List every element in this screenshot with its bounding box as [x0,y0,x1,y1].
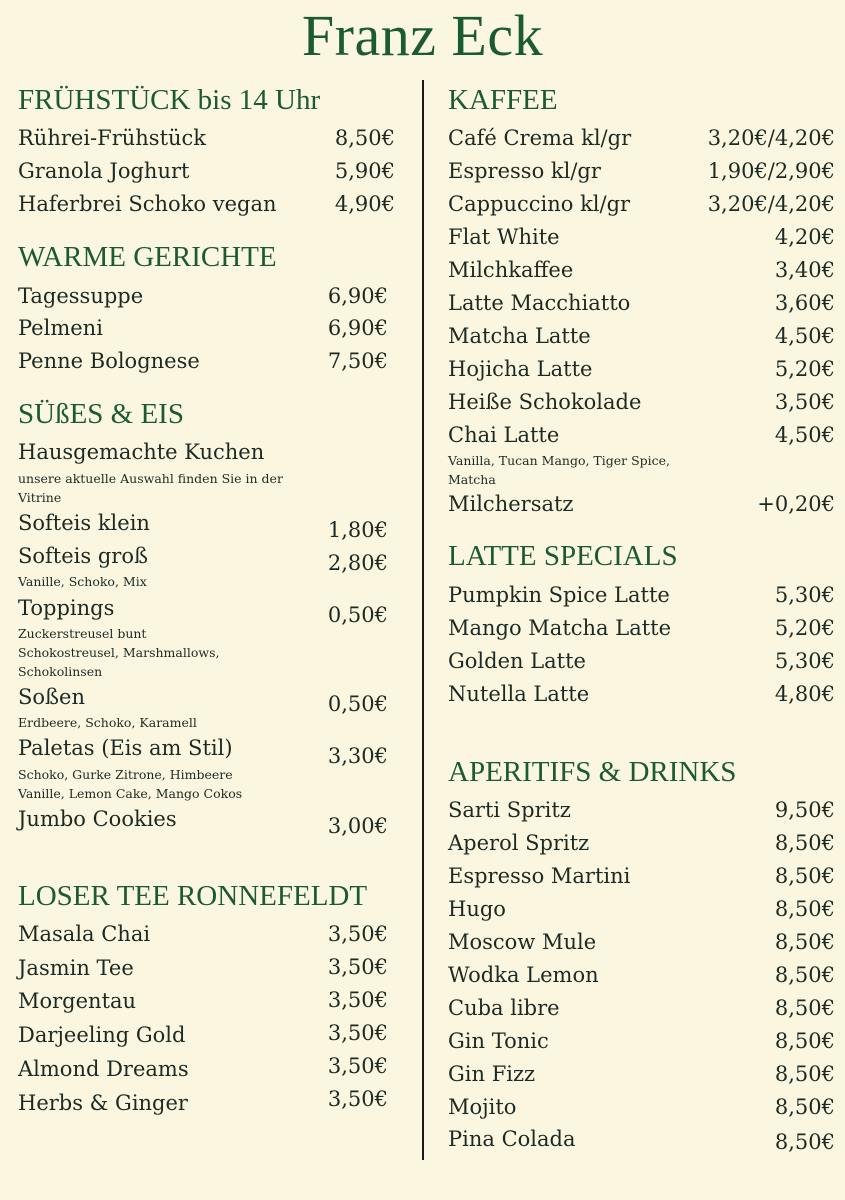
menu-item-price: 8,50€ [774,864,835,888]
menu-item-name: Aperol Spritz [448,831,590,855]
menu-item-name: Espresso kl/gr [448,159,601,183]
menu-item-price: 2,80€ [327,551,388,575]
menu-item-name: Hugo [448,897,506,921]
menu-item-name: Café Crema kl/gr [448,126,632,150]
heading-loser-tee: LOSER TEE RONNEFELDT [18,880,368,912]
menu-item-price: 7,50€ [327,349,388,373]
menu-item-price: 4,90€ [334,192,395,216]
menu-item-price: 9,50€ [774,798,835,822]
heading-warme-gerichte: WARME GERICHTE [18,241,277,273]
menu-item-price: 4,80€ [774,682,835,706]
menu-item-price: 3,00€ [327,814,388,838]
menu-item-name: Morgentau [18,989,137,1013]
heading-fruehstueck: FRÜHSTÜCK bis 14 Uhr [18,84,321,116]
menu-item-price: 5,20€ [774,357,835,381]
menu-item-name: Softeis klein [18,511,150,535]
menu-item-price: 6,90€ [327,284,388,308]
menu-item-price: 3,50€ [327,988,388,1012]
menu-item-price: 4,20€ [774,225,835,249]
menu-title: Franz Eck [301,3,544,68]
menu-item-note: unsere aktuelle Auswahl finden Sie in der Vitrine [18,471,283,505]
menu-item-name: Penne Bolognese [18,349,200,373]
menu-item-name: Milchkaffee [448,258,574,282]
menu-item-name: Gin Fizz [448,1062,536,1086]
menu-item-name: Mango Matcha Latte [448,616,672,640]
menu-item-name: Softeis groß [18,544,148,568]
menu-item-price: 8,50€ [774,1062,835,1086]
menu-item-price: 3,50€ [774,390,835,414]
menu-item-price: 3,20€/4,20€ [707,192,835,216]
menu-item-price: 3,50€ [327,1054,388,1078]
menu-item-note: Vanille, Schoko, Mix [18,574,147,589]
menu-item-price: 8,50€ [774,1130,835,1154]
column-divider [422,80,424,1160]
menu-item-price: 3,30€ [327,744,388,768]
menu-item-name: Jumbo Cookies [18,807,177,831]
menu-item-name: Chai Latte [448,423,560,447]
menu-item-name: Soßen [18,685,86,709]
menu-item-name: Cappuccino kl/gr [448,192,631,216]
menu-item-name: Sarti Spritz [448,798,571,822]
menu-item-price: 3,50€ [327,955,388,979]
menu-item-name: Wodka Lemon [448,963,599,987]
menu-item-note: Zuckerstreusel bunt Schokostreusel, Marshmallows, Schokolinsen [18,626,220,679]
heading-suesses-eis: SÜßES & EIS [18,398,184,430]
menu-item-name: Matcha Latte [448,324,591,348]
menu-item-name: Gin Tonic [448,1029,549,1053]
menu-item-price: 3,40€ [774,258,835,282]
menu-item-price: 6,90€ [327,316,388,340]
menu-item-price: 8,50€ [774,831,835,855]
menu-item-price: 8,50€ [774,996,835,1020]
menu-item-name: Nutella Latte [448,682,590,706]
menu-item-price: 8,50€ [334,126,395,150]
menu-item-name: Mojito [448,1095,517,1119]
menu-item-name: Moscow Mule [448,930,597,954]
menu-item-name: Golden Latte [448,649,586,673]
menu-item-name: Latte Macchiatto [448,291,631,315]
menu-item-name: Jasmin Tee [18,956,134,980]
menu-item-name: Almond Dreams [18,1057,189,1081]
menu-item-name: Pumpkin Spice Latte [448,583,670,607]
menu-item-price: 3,50€ [327,922,388,946]
menu-item-note: Vanilla, Tucan Mango, Tiger Spice, Matcha [448,453,671,487]
menu-item-price: 5,20€ [774,616,835,640]
menu-item-price: 8,50€ [774,1095,835,1119]
menu-item-name: Cuba libre [448,996,560,1020]
menu-item-name: Herbs & Ginger [18,1091,188,1115]
menu-item-price: 4,50€ [774,324,835,348]
heading-latte-specials: LATTE SPECIALS [448,540,678,572]
menu-item-name: Milchersatz [448,492,574,516]
menu-item-price: 8,50€ [774,930,835,954]
menu-item-name: Paletas (Eis am Stil) [18,736,233,760]
menu-item-price: 8,50€ [774,963,835,987]
menu-item-price: 0,50€ [327,692,388,716]
heading-aperitifs-drinks: APERITIFS & DRINKS [448,756,737,788]
menu-item-price: 1,80€ [327,518,388,542]
menu-item-price: 3,50€ [327,1087,388,1111]
menu-item-name: Pina Colada [448,1127,576,1151]
heading-kaffee: KAFFEE [448,84,558,116]
menu-item-name: Masala Chai [18,922,151,946]
menu-item-price: 5,30€ [774,583,835,607]
menu-item-name: Darjeeling Gold [18,1023,186,1047]
menu-item-price: 3,50€ [327,1021,388,1045]
menu-item-price: 5,90€ [334,159,395,183]
menu-item-price: 3,60€ [774,291,835,315]
menu-item-price: 4,50€ [774,423,835,447]
menu-item-price: 8,50€ [774,897,835,921]
menu-item-price: 1,90€/2,90€ [707,159,835,183]
menu-item-note: Schoko, Gurke Zitrone, Himbeere Vanille, Lemon Cake, Mango Cokos [18,767,243,801]
menu-item-name: Haferbrei Schoko vegan [18,192,277,216]
menu-item-price: 3,20€/4,20€ [707,126,835,150]
menu-item-price: +0,20€ [757,492,835,516]
menu-item-price: 0,50€ [327,603,388,627]
menu-item-name: Toppings [18,596,115,620]
menu-item-name: Heiße Schokolade [448,390,642,414]
menu-item-name: Granola Joghurt [18,159,190,183]
menu-item-name: Hojicha Latte [448,357,593,381]
menu-item-name: Espresso Martini [448,864,631,888]
menu-item-price: 8,50€ [774,1029,835,1053]
menu-item-name: Pelmeni [18,316,103,340]
menu-item-name: Rührei-Frühstück [18,126,207,150]
menu-item-price: 5,30€ [774,649,835,673]
menu-item-note: Erdbeere, Schoko, Karamell [18,715,197,730]
menu-item-name: Hausgemachte Kuchen [18,440,265,464]
menu-item-name: Tagessuppe [18,284,144,308]
menu-item-name: Flat White [448,225,560,249]
